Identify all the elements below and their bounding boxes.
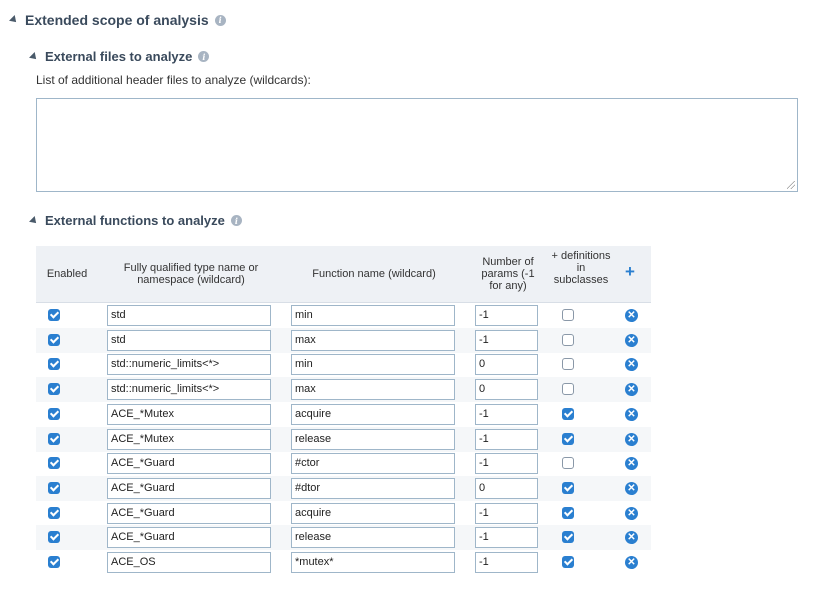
function-name-input[interactable]: acquire [291, 404, 455, 425]
function-name-input[interactable]: min [291, 354, 455, 375]
enabled-checkbox[interactable] [48, 482, 60, 494]
header-subclasses: + definitions in subclasses [551, 250, 611, 286]
collapse-triangle-icon[interactable] [29, 216, 39, 226]
function-name-input[interactable]: max [291, 379, 455, 400]
function-name-input[interactable]: acquire [291, 503, 455, 524]
table-row [36, 303, 651, 328]
type-name-input[interactable]: ACE_*Guard [107, 503, 271, 524]
header-params: Number of params (-1 for any) [481, 256, 535, 292]
type-name-input[interactable]: std [107, 330, 271, 351]
params-input[interactable]: 0 [475, 478, 538, 499]
table-row [36, 525, 651, 550]
collapse-triangle-icon[interactable] [29, 52, 39, 62]
enabled-checkbox[interactable] [48, 309, 60, 321]
subclasses-checkbox[interactable] [562, 383, 574, 395]
resize-grip-icon[interactable] [787, 181, 795, 189]
params-input[interactable]: -1 [475, 330, 538, 351]
functions-table-header [36, 246, 651, 303]
type-name-input[interactable]: ACE_OS [107, 552, 271, 573]
params-input[interactable]: -1 [475, 429, 538, 450]
params-input[interactable]: -1 [475, 503, 538, 524]
subclasses-checkbox[interactable] [562, 358, 574, 370]
functions-section-header[interactable] [30, 213, 242, 228]
function-name-input[interactable]: release [291, 527, 455, 548]
header-function-name: Function name (wildcard) [312, 268, 436, 280]
type-name-input[interactable]: ACE_*Guard [107, 478, 271, 499]
function-name-input[interactable]: *mutex* [291, 552, 455, 573]
enabled-checkbox[interactable] [48, 358, 60, 370]
subclasses-checkbox[interactable] [562, 408, 574, 420]
params-input[interactable]: 0 [475, 354, 538, 375]
table-row [36, 377, 651, 402]
type-name-input[interactable]: std [107, 305, 271, 326]
delete-row-icon[interactable]: ✕ [625, 334, 638, 347]
enabled-checkbox[interactable] [48, 556, 60, 568]
files-section-header[interactable] [30, 49, 209, 64]
functions-section-title: External functions to analyze [45, 213, 225, 228]
subclasses-checkbox[interactable] [562, 309, 574, 321]
table-row [36, 328, 651, 353]
info-icon[interactable]: i [231, 215, 242, 226]
enabled-checkbox[interactable] [48, 457, 60, 469]
delete-row-icon[interactable]: ✕ [625, 433, 638, 446]
delete-row-icon[interactable]: ✕ [625, 457, 638, 470]
enabled-checkbox[interactable] [48, 433, 60, 445]
subclasses-checkbox[interactable] [562, 482, 574, 494]
subclasses-checkbox[interactable] [562, 556, 574, 568]
table-row [36, 352, 651, 377]
function-name-input[interactable]: release [291, 429, 455, 450]
enabled-checkbox[interactable] [48, 507, 60, 519]
table-row [36, 501, 651, 526]
add-row-icon[interactable]: + [625, 262, 635, 281]
table-row [36, 476, 651, 501]
header-enabled: Enabled [46, 268, 88, 280]
delete-row-icon[interactable]: ✕ [625, 531, 638, 544]
scope-section-title: Extended scope of analysis [25, 12, 209, 28]
params-input[interactable]: -1 [475, 404, 538, 425]
table-row [36, 451, 651, 476]
scope-section-header[interactable] [10, 12, 226, 28]
enabled-checkbox[interactable] [48, 383, 60, 395]
type-name-input[interactable]: ACE_*Mutex [107, 429, 271, 450]
function-name-input[interactable]: min [291, 305, 455, 326]
info-icon[interactable]: i [215, 15, 226, 26]
enabled-checkbox[interactable] [48, 334, 60, 346]
subclasses-checkbox[interactable] [562, 507, 574, 519]
subclasses-checkbox[interactable] [562, 334, 574, 346]
header-files-textarea[interactable] [36, 98, 798, 192]
delete-row-icon[interactable]: ✕ [625, 507, 638, 520]
type-name-input[interactable]: ACE_*Guard [107, 527, 271, 548]
files-section-title: External files to analyze [45, 49, 193, 64]
table-row [36, 550, 651, 575]
params-input[interactable]: -1 [475, 453, 538, 474]
table-row [36, 427, 651, 452]
subclasses-checkbox[interactable] [562, 457, 574, 469]
enabled-checkbox[interactable] [48, 531, 60, 543]
type-name-input[interactable]: ACE_*Guard [107, 453, 271, 474]
delete-row-icon[interactable]: ✕ [625, 408, 638, 421]
function-name-input[interactable]: #dtor [291, 478, 455, 499]
subclasses-checkbox[interactable] [562, 433, 574, 445]
type-name-input[interactable]: ACE_*Mutex [107, 404, 271, 425]
delete-row-icon[interactable]: ✕ [625, 383, 638, 396]
collapse-triangle-icon[interactable] [9, 15, 19, 25]
params-input[interactable]: 0 [475, 379, 538, 400]
info-icon[interactable]: i [198, 51, 209, 62]
type-name-input[interactable]: std::numeric_limits<*> [107, 354, 271, 375]
delete-row-icon[interactable]: ✕ [625, 358, 638, 371]
params-input[interactable]: -1 [475, 527, 538, 548]
delete-row-icon[interactable]: ✕ [625, 309, 638, 322]
function-name-input[interactable]: max [291, 330, 455, 351]
params-input[interactable]: -1 [475, 552, 538, 573]
header-type-name: Fully qualified type name or namespace (wildcard) [123, 262, 259, 286]
files-description: List of additional header files to analyze (wildcards): [36, 73, 311, 87]
type-name-input[interactable]: std::numeric_limits<*> [107, 379, 271, 400]
delete-row-icon[interactable]: ✕ [625, 556, 638, 569]
function-name-input[interactable]: #ctor [291, 453, 455, 474]
params-input[interactable]: -1 [475, 305, 538, 326]
table-row [36, 402, 651, 427]
subclasses-checkbox[interactable] [562, 531, 574, 543]
delete-row-icon[interactable]: ✕ [625, 482, 638, 495]
enabled-checkbox[interactable] [48, 408, 60, 420]
